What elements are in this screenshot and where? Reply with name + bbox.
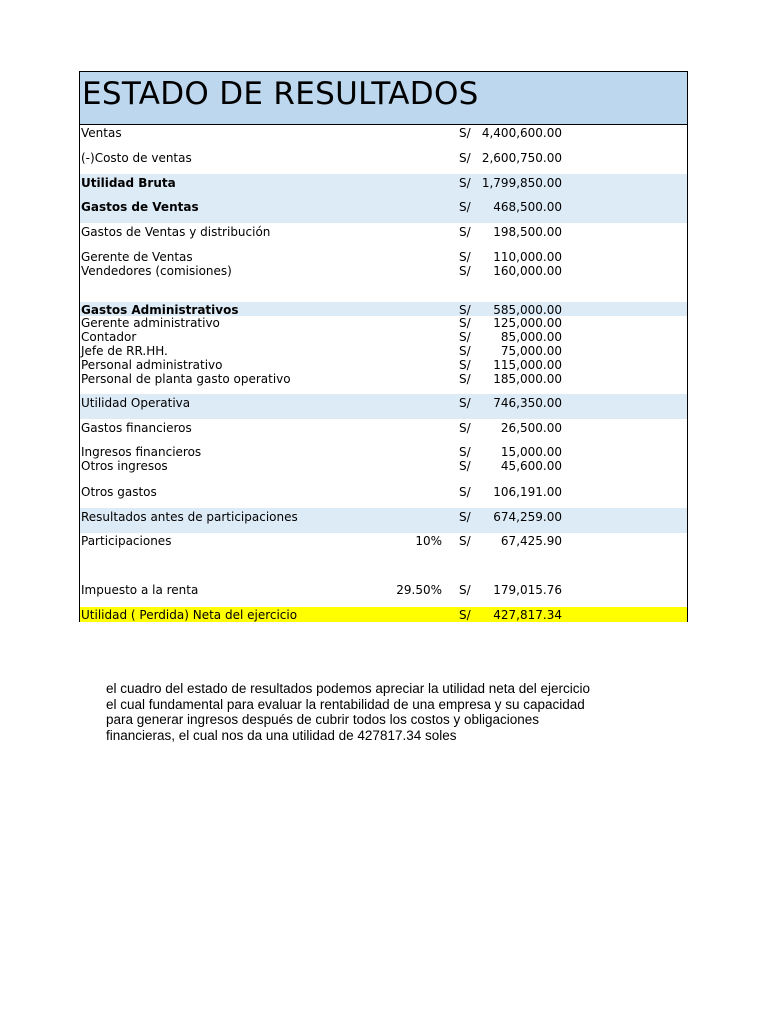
row-currency: S/: [459, 330, 471, 344]
row-label: Utilidad Operativa: [81, 396, 191, 410]
summary-paragraph: [106, 681, 666, 743]
row-currency: S/: [459, 421, 471, 435]
row-label: Participaciones: [81, 534, 172, 548]
row-currency: S/: [459, 264, 471, 278]
row-currency: S/: [459, 126, 471, 140]
row-label: Utilidad ( Perdida) Neta del ejercicio: [81, 608, 298, 622]
row-amount: 198,500.00: [493, 225, 562, 239]
row-amount: 160,000.00: [493, 264, 562, 278]
row-currency: S/: [459, 459, 471, 473]
row-currency: S/: [459, 372, 471, 386]
row-label: Vendedores (comisiones): [81, 264, 232, 278]
row-currency: S/: [459, 358, 471, 372]
row-amount: 45,600.00: [500, 459, 562, 473]
title-band: [80, 72, 687, 125]
row-amount: 585,000.00: [493, 303, 562, 317]
row-label: Impuesto a la renta: [81, 583, 199, 597]
row-amount: 4,400,600.00: [481, 126, 562, 140]
row-label: Otros ingresos: [81, 459, 168, 473]
row-currency: S/: [459, 445, 471, 459]
row-amount: 746,350.00: [493, 396, 562, 410]
row-currency: S/: [459, 200, 471, 214]
row-label: Ingresos financieros: [81, 445, 202, 459]
row-amount: 85,000.00: [500, 330, 562, 344]
row-label: Gastos Administrativos: [81, 303, 239, 317]
row-currency: S/: [459, 608, 471, 622]
row-currency: S/: [459, 225, 471, 239]
row-currency: S/: [459, 485, 471, 499]
row-currency: S/: [459, 583, 471, 597]
row-amount: 75,000.00: [500, 344, 562, 358]
row-label: Personal administrativo: [81, 358, 223, 372]
row-currency: S/: [459, 534, 471, 548]
row-label: Jefe de RR.HH.: [81, 344, 168, 358]
row-amount: 468,500.00: [493, 200, 562, 214]
row-amount: 26,500.00: [500, 421, 562, 435]
row-currency: S/: [459, 250, 471, 264]
row-currency: S/: [459, 176, 471, 190]
row-label: Personal de planta gasto operativo: [81, 372, 291, 386]
row-amount: 110,000.00: [493, 250, 562, 264]
row-amount: 674,259.00: [493, 510, 562, 524]
row-label: Gerente administrativo: [81, 316, 220, 330]
row-currency: S/: [459, 344, 471, 358]
row-currency: S/: [459, 510, 471, 524]
row-label: Resultados antes de participaciones: [81, 510, 298, 524]
row-amount: 179,015.76: [493, 583, 562, 597]
row-label: (-)Costo de ventas: [81, 151, 192, 165]
row-currency: S/: [459, 316, 471, 330]
row-label: Gastos de Ventas: [81, 200, 199, 214]
summary-line: financieras, el cual nos da una utilidad de 427817.34 soles: [106, 727, 457, 743]
row-label: Gerente de Ventas: [81, 250, 193, 264]
row-amount: 427,817.34: [493, 608, 562, 622]
row-label: Utilidad Bruta: [81, 176, 176, 190]
row-label: Gastos financieros: [81, 421, 192, 435]
row-label: Ventas: [81, 126, 122, 140]
row-amount: 1,799,850.00: [481, 176, 562, 190]
income-statement-table: [79, 71, 688, 622]
row-label: Gastos de Ventas y distribución: [81, 225, 271, 239]
summary-line: el cuadro del estado de resultados podemos apreciar la utilidad neta del ejercicio: [106, 681, 591, 696]
summary-line: para generar ingresos después de cubrir todos los costos y obligaciones: [106, 712, 540, 727]
summary-line: el cual fundamental para evaluar la rentabilidad de una empresa y su capacidad: [106, 696, 585, 712]
row-amount: 106,191.00: [493, 485, 562, 499]
row-percentage: 10%: [415, 534, 442, 548]
row-percentage: 29.50%: [396, 583, 442, 597]
row-amount: 185,000.00: [493, 372, 562, 386]
row-currency: S/: [459, 396, 471, 410]
row-amount: 15,000.00: [500, 445, 562, 459]
row-currency: S/: [459, 303, 471, 317]
row-amount: 115,000.00: [493, 358, 562, 372]
page-title: ESTADO DE RESULTADOS: [82, 76, 479, 112]
row-label: Otros gastos: [81, 485, 157, 499]
row-currency: S/: [459, 151, 471, 165]
row-amount: 125,000.00: [493, 316, 562, 330]
row-amount: 2,600,750.00: [481, 151, 562, 165]
row-amount: 67,425.90: [500, 534, 562, 548]
row-label: Contador: [81, 330, 137, 344]
